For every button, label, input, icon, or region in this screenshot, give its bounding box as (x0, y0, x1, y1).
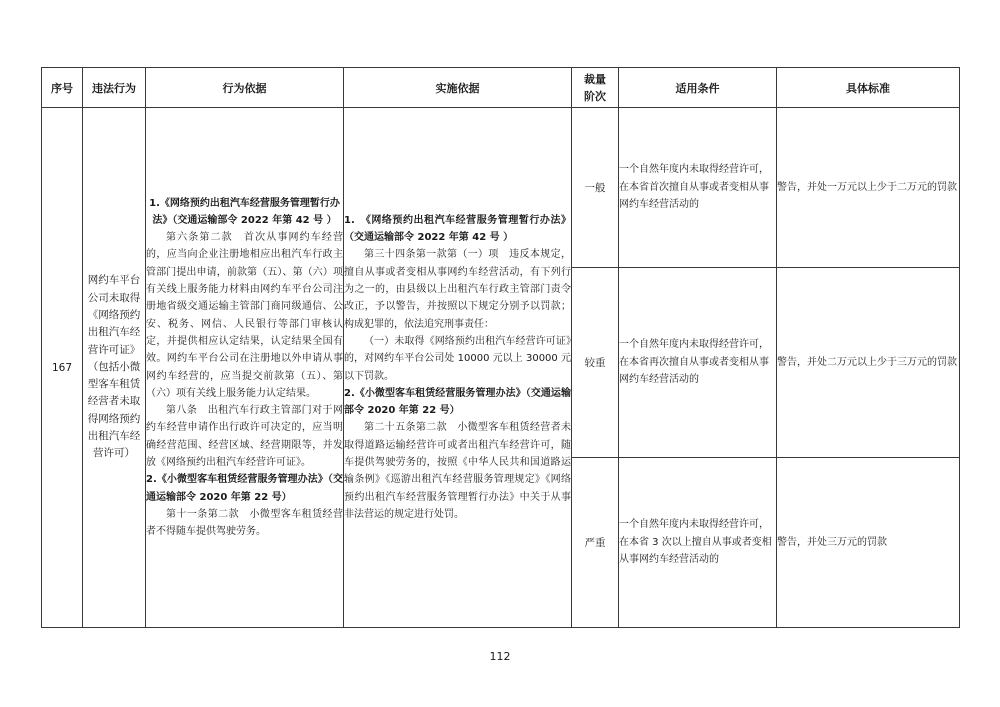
header-level-line2: 阶次 (584, 89, 606, 103)
penalty-discretion-table (41, 67, 960, 628)
condition-severe: 一个自然年度内未取得经营许可，在本省 3 次以上擅自从事或者变相从事网约车经营活动的 (619, 458, 777, 628)
header-row (42, 68, 960, 108)
standard-general: 警告，并处一万元以上少于二万元的罚款 (777, 108, 960, 268)
header-basis: 行为依据 (146, 68, 344, 108)
level-general: 一般 (572, 108, 619, 268)
basis-title-1: 1.《网络预约出租汽车经营服务管理暂行办法》（交通运输部令 2022 年第 42 号 ） (149, 197, 340, 226)
basis-article-11: 第十一条第二款 小微型客车租赁经营者不得随车提供驾驶劳务。 (146, 508, 343, 538)
impl-title-1: 1. 《网络预约出租汽车经营服务管理暂行办法》（交通运输部令 2022 年第 42 号 ） (344, 214, 571, 244)
standard-severe: 警告，并处三万元的罚款 (777, 458, 960, 628)
basis-article-6: 第六条第二款 首次从事网约车经营的，应当向企业注册地相应出租汽车行政主管部门提出申请，前款第（五）、第（六）项有关线上服务能力材料由网约车平台公司注册地省级交通运输主管部门商同级通信、公安、税务、网信、人民银行等部门审核认定，并提供相应认定结果，认定结果全国有效。网约车平台公司在注册地以外申请从事网约车经营的，应当提交前款第（五）、第（六）项有关线上服务能力认定结果。 (146, 232, 343, 399)
level-severe: 严重 (572, 458, 619, 628)
header-implementation: 实施依据 (344, 68, 572, 108)
row-basis (146, 108, 344, 628)
condition-serious: 一个自然年度内未取得经营许可，在本省再次擅自从事或者变相从事网约车经营活动的 (619, 268, 777, 458)
header-violation: 违法行为 (83, 68, 146, 108)
basis-title-2: 2.《小微型客车租赁经营服务管理办法》（交通运输部令 2020 年第 22 号） (146, 474, 343, 503)
header-level (572, 68, 619, 108)
header-condition: 适用条件 (619, 68, 777, 108)
basis-article-8: 第八条 出租汽车行政主管部门对于网约车经营申请作出行政许可决定的，应当明确经营范围、经营区域、经营期限等，并发放《网络预约出租汽车经营许可证》。 (146, 405, 343, 468)
impl-title-2: 2.《小微型客车租赁经营服务管理办法》（交通运输部令 2020 年第 22 号） (344, 387, 571, 417)
condition-general: 一个自然年度内未取得经营许可，在本省首次擅自从事或者变相从事网约车经营活动的 (619, 108, 777, 268)
table-row (42, 108, 960, 268)
standard-serious: 警告，并处二万元以上少于三万元的罚款 (777, 268, 960, 458)
row-seq: 167 (42, 108, 83, 628)
impl-article-34: 第三十四条第一款第（一）项 违反本规定，擅自从事或者变相从事网约车经营活动，有下列行为之一的，由县级以上出租汽车行政主管部门责令改正，予以警告，并按照以下规定分别予以罚款；构成犯罪的，依法追究刑事责任： (344, 249, 571, 330)
header-level-line1: 裁量 (584, 72, 606, 86)
row-violation: 网约车平台公司未取得《网络预约出租汽车经营许可证》（包括小微型客车租赁经营者未取得网络预约出租汽车经营许可） (83, 108, 146, 628)
impl-article-25: 第二十五条第二款 小微型客车租赁经营者未取得道路运输经营许可或者出租汽车经营许可，随车提供驾驶劳务的，按照《中华人民共和国道路运输条例》《巡游出租汽车经营服务管理规定》《网络预约出租汽车经营服务管理暂行办法》中关于从事非法营运的规定进行处罚。 (344, 422, 571, 520)
page-number: 112 (489, 650, 511, 663)
impl-item-1: （一）未取得《网络预约出租汽车经营许可证》的，对网约车平台公司处 10000 元以上 30000 元以下罚款。 (344, 335, 571, 382)
header-seq: 序号 (42, 68, 83, 108)
level-serious: 较重 (572, 268, 619, 458)
header-standard: 具体标准 (777, 68, 960, 108)
row-implementation (344, 108, 572, 628)
